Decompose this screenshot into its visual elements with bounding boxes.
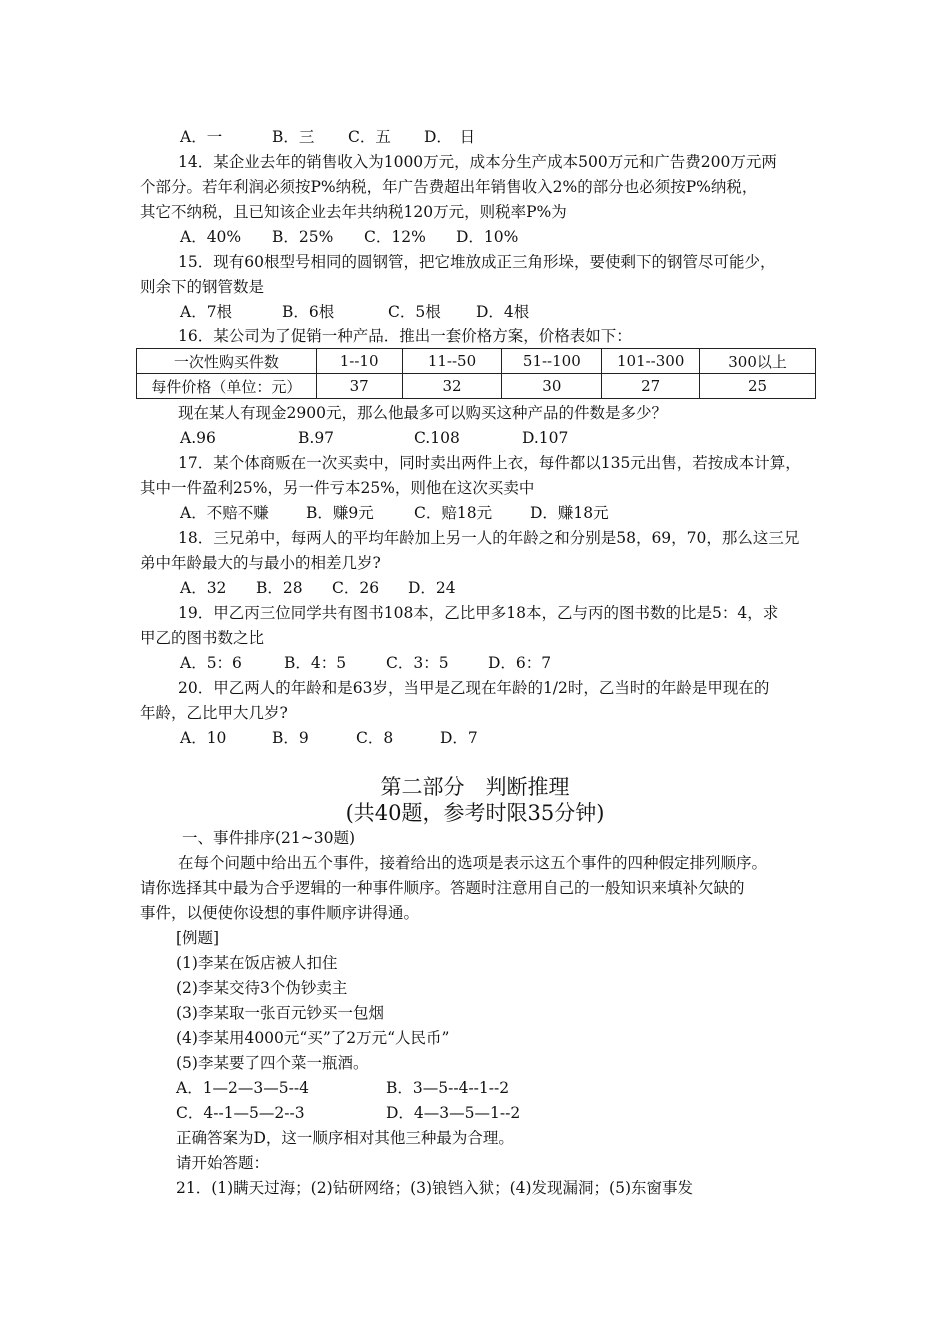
example-event-4: (4)李某用4000元“买”了2万元“人民币”	[176, 1029, 450, 1047]
q16-option-d: D.107	[522, 429, 569, 447]
q15-option-b: B．6根	[282, 303, 335, 321]
intro-line3: 事件，以便使你设想的事件顺序讲得通。	[140, 904, 420, 922]
q19-text-line1: 19．甲乙丙三位同学共有图书108本，乙比甲多18本，乙与丙的图书数的比是5：4，求	[178, 604, 779, 622]
example-option-b: B．3—5--4--1--2	[386, 1079, 510, 1097]
q15-option-c: C．5根	[388, 303, 441, 321]
q18-option-b: B．28	[256, 579, 303, 597]
q14-option-d: D．10%	[456, 228, 519, 246]
price-table-price-row	[137, 374, 816, 399]
q19-option-c: C．3：5	[386, 654, 449, 672]
table-cell: 30	[502, 374, 602, 399]
start-prompt: 请开始答题：	[176, 1154, 270, 1172]
q15-option-d: D．4根	[476, 303, 530, 321]
example-event-1: (1)李某在饭店被人扣住	[176, 954, 338, 972]
table-cell: 101--300	[602, 349, 700, 374]
q16-option-b: B.97	[298, 429, 335, 447]
q14-text-line1: 14．某企业去年的销售收入为1000万元，成本分生产成本500万元和广告费200万元两	[178, 153, 777, 171]
q14-text-line2: 个部分。若年利润必须按P%纳税，年广告费超出年销售收入2%的部分也必须按P%纳税，	[140, 178, 758, 196]
q14-option-c: C．12%	[364, 228, 426, 246]
q18-option-d: D．24	[408, 579, 456, 597]
q20-text-line2: 年龄，乙比甲大几岁?	[140, 704, 288, 722]
table-cell: 每件价格（单位：元）	[137, 374, 317, 399]
table-cell: 25	[700, 374, 816, 399]
q15-text-line1: 15．现有60根型号相同的圆钢管，把它堆放成正三角形垛，要使剩下的钢管尽可能少，	[178, 253, 776, 271]
price-table-header-row	[137, 349, 816, 374]
table-cell: 一次性购买件数	[137, 349, 317, 374]
intro-line2: 请你选择其中最为合乎逻辑的一种事件顺序。答题时注意用自己的一般知识来填补欠缺的	[140, 879, 745, 897]
table-cell: 27	[602, 374, 700, 399]
example-label: [例题]	[176, 929, 220, 947]
table-cell: 32	[402, 374, 502, 399]
intro-line1: 在每个问题中给出五个事件，接着给出的选项是表示这五个事件的四种假定排列顺序。	[178, 854, 768, 872]
q19-text-line2: 甲乙的图书数之比	[140, 629, 265, 647]
q21-text: 21．(1)瞒天过海；(2)钻研网络；(3)锒铛入狱；(4)发现漏洞；(5)东窗事发	[176, 1179, 694, 1197]
table-cell: 1--10	[316, 349, 402, 374]
part2-title: 第二部分 判断推理	[380, 775, 570, 799]
q18-text-line1: 18．三兄弟中，每两人的平均年龄加上另一人的年龄之和分别是58，69，70，那么这三兄	[178, 529, 800, 547]
q13-option-d: D． 日	[424, 128, 476, 146]
q16-text-line1: 16．某公司为了促销一种产品．推出一套价格方案，价格表如下：	[178, 327, 632, 345]
q20-option-a: A．10	[180, 729, 227, 747]
q20-option-c: C．8	[356, 729, 394, 747]
q20-option-d: D．7	[440, 729, 478, 747]
q20-option-b: B．9	[272, 729, 309, 747]
q15-option-a: A．7根	[180, 303, 233, 321]
q16-option-a: A.96	[180, 429, 216, 447]
price-table	[136, 348, 816, 399]
q18-text-line2: 弟中年龄最大的与最小的相差几岁?	[140, 554, 381, 572]
q19-option-a: A．5：6	[180, 654, 242, 672]
q17-option-d: D．赚18元	[530, 504, 609, 522]
q17-option-c: C．赔18元	[414, 504, 493, 522]
example-event-5: (5)李某要了四个菜一瓶酒。	[176, 1054, 369, 1072]
q19-option-d: D．6：7	[488, 654, 552, 672]
example-option-d: D．4—3—5—1--2	[386, 1104, 521, 1122]
example-answer: 正确答案为D，这一顺序相对其他三种最为合理。	[176, 1129, 514, 1147]
q13-option-b: B．三	[272, 128, 315, 146]
table-cell: 37	[316, 374, 402, 399]
part2-subtitle: (共40题，参考时限35分钟)	[345, 801, 605, 825]
q14-option-b: B．25%	[272, 228, 334, 246]
q13-option-c: C．五	[348, 128, 391, 146]
q15-text-line2: 则余下的钢管数是	[140, 278, 265, 296]
example-event-3: (3)李某取一张百元钞买一包烟	[176, 1004, 384, 1022]
q17-text-line1: 17．某个体商贩在一次买卖中，同时卖出两件上衣，每件都以135元出售，若按成本计算，	[178, 454, 801, 472]
q17-option-a: A．不赔不赚	[180, 504, 269, 522]
q19-option-b: B．4：5	[284, 654, 347, 672]
example-option-a: A．1—2—3—5--4	[176, 1079, 309, 1097]
q14-text-line3: 其它不纳税，且已知该企业去年共纳税120万元，则税率P%为	[140, 203, 567, 221]
table-cell: 300以上	[700, 349, 816, 374]
q14-option-a: A．40%	[180, 228, 242, 246]
q16-option-c: C.108	[414, 429, 460, 447]
q17-option-b: B．赚9元	[306, 504, 374, 522]
q13-option-a: A．一	[180, 128, 223, 146]
example-option-c: C．4--1—5—2--3	[176, 1104, 305, 1122]
q20-text-line1: 20．甲乙两人的年龄和是63岁，当甲是乙现在年龄的1/2时，乙当时的年龄是甲现在的	[178, 679, 770, 697]
q16-text-line2: 现在某人有现金2900元，那么他最多可以购买这种产品的件数是多少？	[178, 404, 667, 422]
table-cell: 11--50	[402, 349, 502, 374]
q17-text-line2: 其中一件盈利25%，另一件亏本25%，则他在这次买卖中	[140, 479, 535, 497]
section-heading: 一、事件排序(21~30题)	[182, 829, 356, 847]
q18-option-c: C．26	[332, 579, 380, 597]
example-event-2: (2)李某交待3个伪钞卖主	[176, 979, 348, 997]
q18-option-a: A．32	[180, 579, 227, 597]
table-cell: 51--100	[502, 349, 602, 374]
